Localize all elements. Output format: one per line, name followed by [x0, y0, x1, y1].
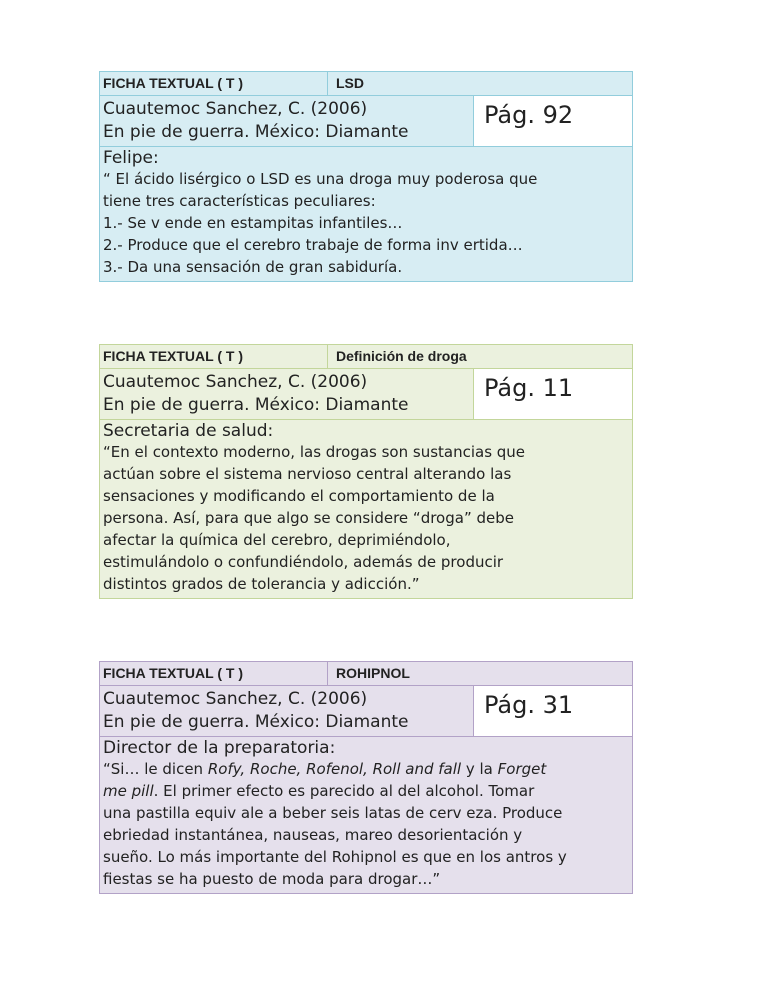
author: Cuautemoc Sanchez, C. (2006): [103, 99, 368, 119]
speaker: Director de la preparatoria:: [103, 738, 336, 758]
page-number: Pág. 11: [474, 369, 632, 419]
ficha-card-lsd: [99, 71, 633, 282]
quote-line: estimulándolo o confundiéndolo, además de producir: [103, 553, 504, 571]
quote-line: actúan sobre el sistema nervioso central alterando las: [103, 465, 512, 483]
text: y la: [461, 760, 498, 778]
quote-line: afectar la química del cerebro, deprimiéndolo,: [103, 531, 451, 549]
text: . El primer efecto es parecido al del alcohol. Tomar: [153, 782, 535, 800]
author: Cuautemoc Sanchez, C. (2006): [103, 372, 368, 392]
quote-line: una pastilla equiv ale a beber seis latas de cerv eza. Produce: [103, 804, 563, 822]
card-topic: Definición de droga: [336, 348, 467, 364]
quote-line: [103, 780, 629, 802]
quote-body: [100, 737, 632, 893]
quote-line: “En el contexto moderno, las drogas son sustancias que: [103, 443, 526, 461]
work: En pie de guerra. México: Diamante: [103, 395, 409, 415]
card-type: FICHA TEXTUAL ( T ): [100, 72, 328, 95]
page-number: Pág. 92: [474, 96, 632, 146]
italic-name: Forget: [497, 760, 547, 778]
author: Cuautemoc Sanchez, C. (2006): [103, 689, 368, 709]
speaker: Felipe:: [103, 148, 159, 168]
quote-body: [100, 420, 632, 598]
card-topic: ROHIPNOL: [336, 665, 410, 681]
card-type: FICHA TEXTUAL ( T ): [100, 662, 328, 685]
quote-line: fiestas se ha puesto de moda para drogar…”: [103, 870, 441, 888]
quote-line: “ El ácido lisérgico o LSD es una droga muy poderosa que: [103, 170, 538, 188]
quote-line: tiene tres características peculiares:: [103, 192, 376, 210]
italic-name: me pill: [103, 782, 154, 800]
quote-line: persona. Así, para que algo se considere “droga” debe: [103, 509, 514, 527]
quote-line: sueño. Lo más importante del Rohipnol es que en los antros y: [103, 848, 567, 866]
quote-line: [103, 758, 629, 780]
work: En pie de guerra. México: Diamante: [103, 122, 409, 142]
quote-line: 1.- Se v ende en estampitas infantiles…: [103, 214, 403, 232]
quote-line: ebriedad instantánea, nauseas, mareo desorientación y: [103, 826, 523, 844]
quote-line: 3.- Da una sensación de gran sabiduría.: [103, 258, 403, 276]
quote-line: distintos grados de tolerancia y adicción.”: [103, 575, 420, 593]
page-number: Pág. 31: [474, 686, 632, 736]
quote-line: 2.- Produce que el cerebro trabaje de forma inv ertida…: [103, 236, 523, 254]
quote-body: [100, 147, 632, 281]
work: En pie de guerra. México: Diamante: [103, 712, 409, 732]
ficha-card-rohipnol: [99, 661, 633, 894]
speaker: Secretaria de salud:: [103, 421, 274, 441]
ficha-card-definicion: [99, 344, 633, 599]
quote-line: sensaciones y modificando el comportamiento de la: [103, 487, 495, 505]
italic-names: Rofy, Roche, Rofenol, Roll and fall: [207, 760, 462, 778]
card-type: FICHA TEXTUAL ( T ): [100, 345, 328, 368]
text: “Si… le dicen: [103, 760, 208, 778]
card-topic: LSD: [336, 75, 364, 91]
